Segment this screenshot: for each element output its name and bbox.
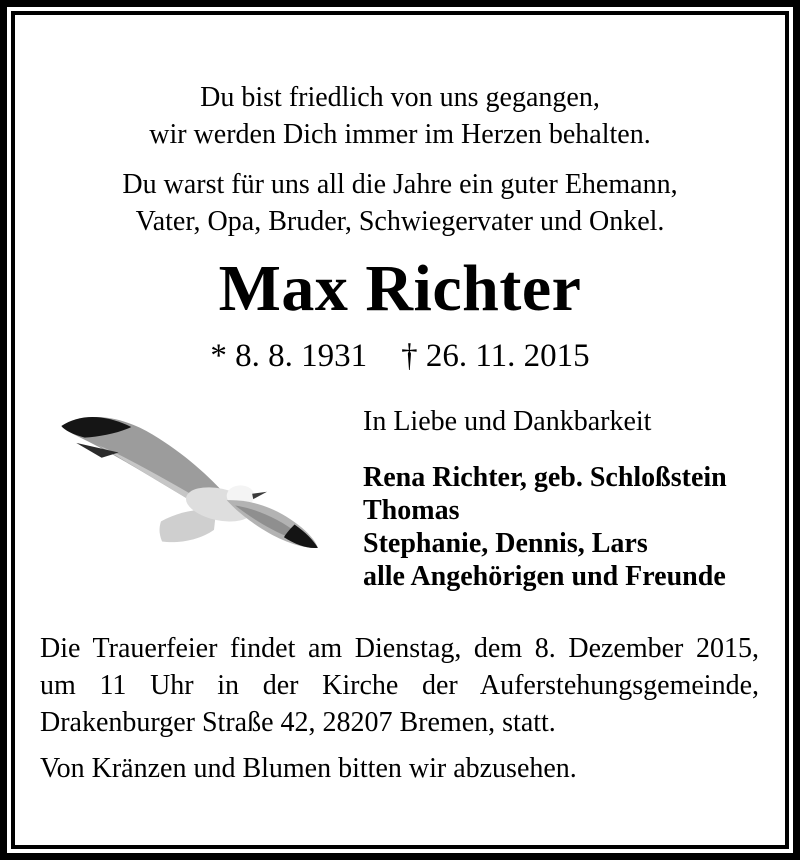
intro-verse [20, 79, 780, 153]
intro-verse-line2: wir werden Dich immer im Herzen behalten. [149, 119, 651, 150]
mourner-line: Stephanie, Dennis, Lars [363, 528, 648, 559]
tribute-verse-line1: Du warst für uns all die Jahre ein guter Ehemann, [122, 169, 678, 200]
flowers-note: Von Kränzen und Blumen bitten wir abzusehen. [40, 753, 577, 784]
service-info-line2: um 11 Uhr in der Kirche der Auferstehungsgemeinde, [40, 670, 759, 701]
deceased-name: Max Richter [218, 252, 582, 325]
seagull-image [55, 402, 320, 557]
tribute-verse-line2: Vater, Opa, Bruder, Schwiegervater und Onkel. [135, 206, 665, 237]
death-date: † 26. 11. 2015 [401, 338, 590, 374]
mourner-line: Rena Richter, geb. Schloßstein [363, 462, 727, 493]
service-info [40, 630, 759, 741]
mourner-line: Thomas [363, 495, 460, 526]
mourner-line: alle Angehörigen und Freunde [363, 561, 726, 592]
mourners-column [363, 403, 770, 593]
mourners-list [363, 461, 770, 593]
farewell-line: In Liebe und Dankbarkeit [363, 406, 652, 437]
tribute-verse [20, 166, 780, 240]
life-dates [0, 336, 800, 376]
birth-date: * 8. 8. 1931 [210, 338, 368, 374]
service-info-line3: Drakenburger Straße 42, 28207 Bremen, statt. [40, 707, 556, 738]
service-info-line1: Die Trauerfeier findet am Dienstag, dem 8. Dezember 2015, [40, 633, 759, 664]
intro-verse-line1: Du bist friedlich von uns gegangen, [200, 82, 600, 113]
